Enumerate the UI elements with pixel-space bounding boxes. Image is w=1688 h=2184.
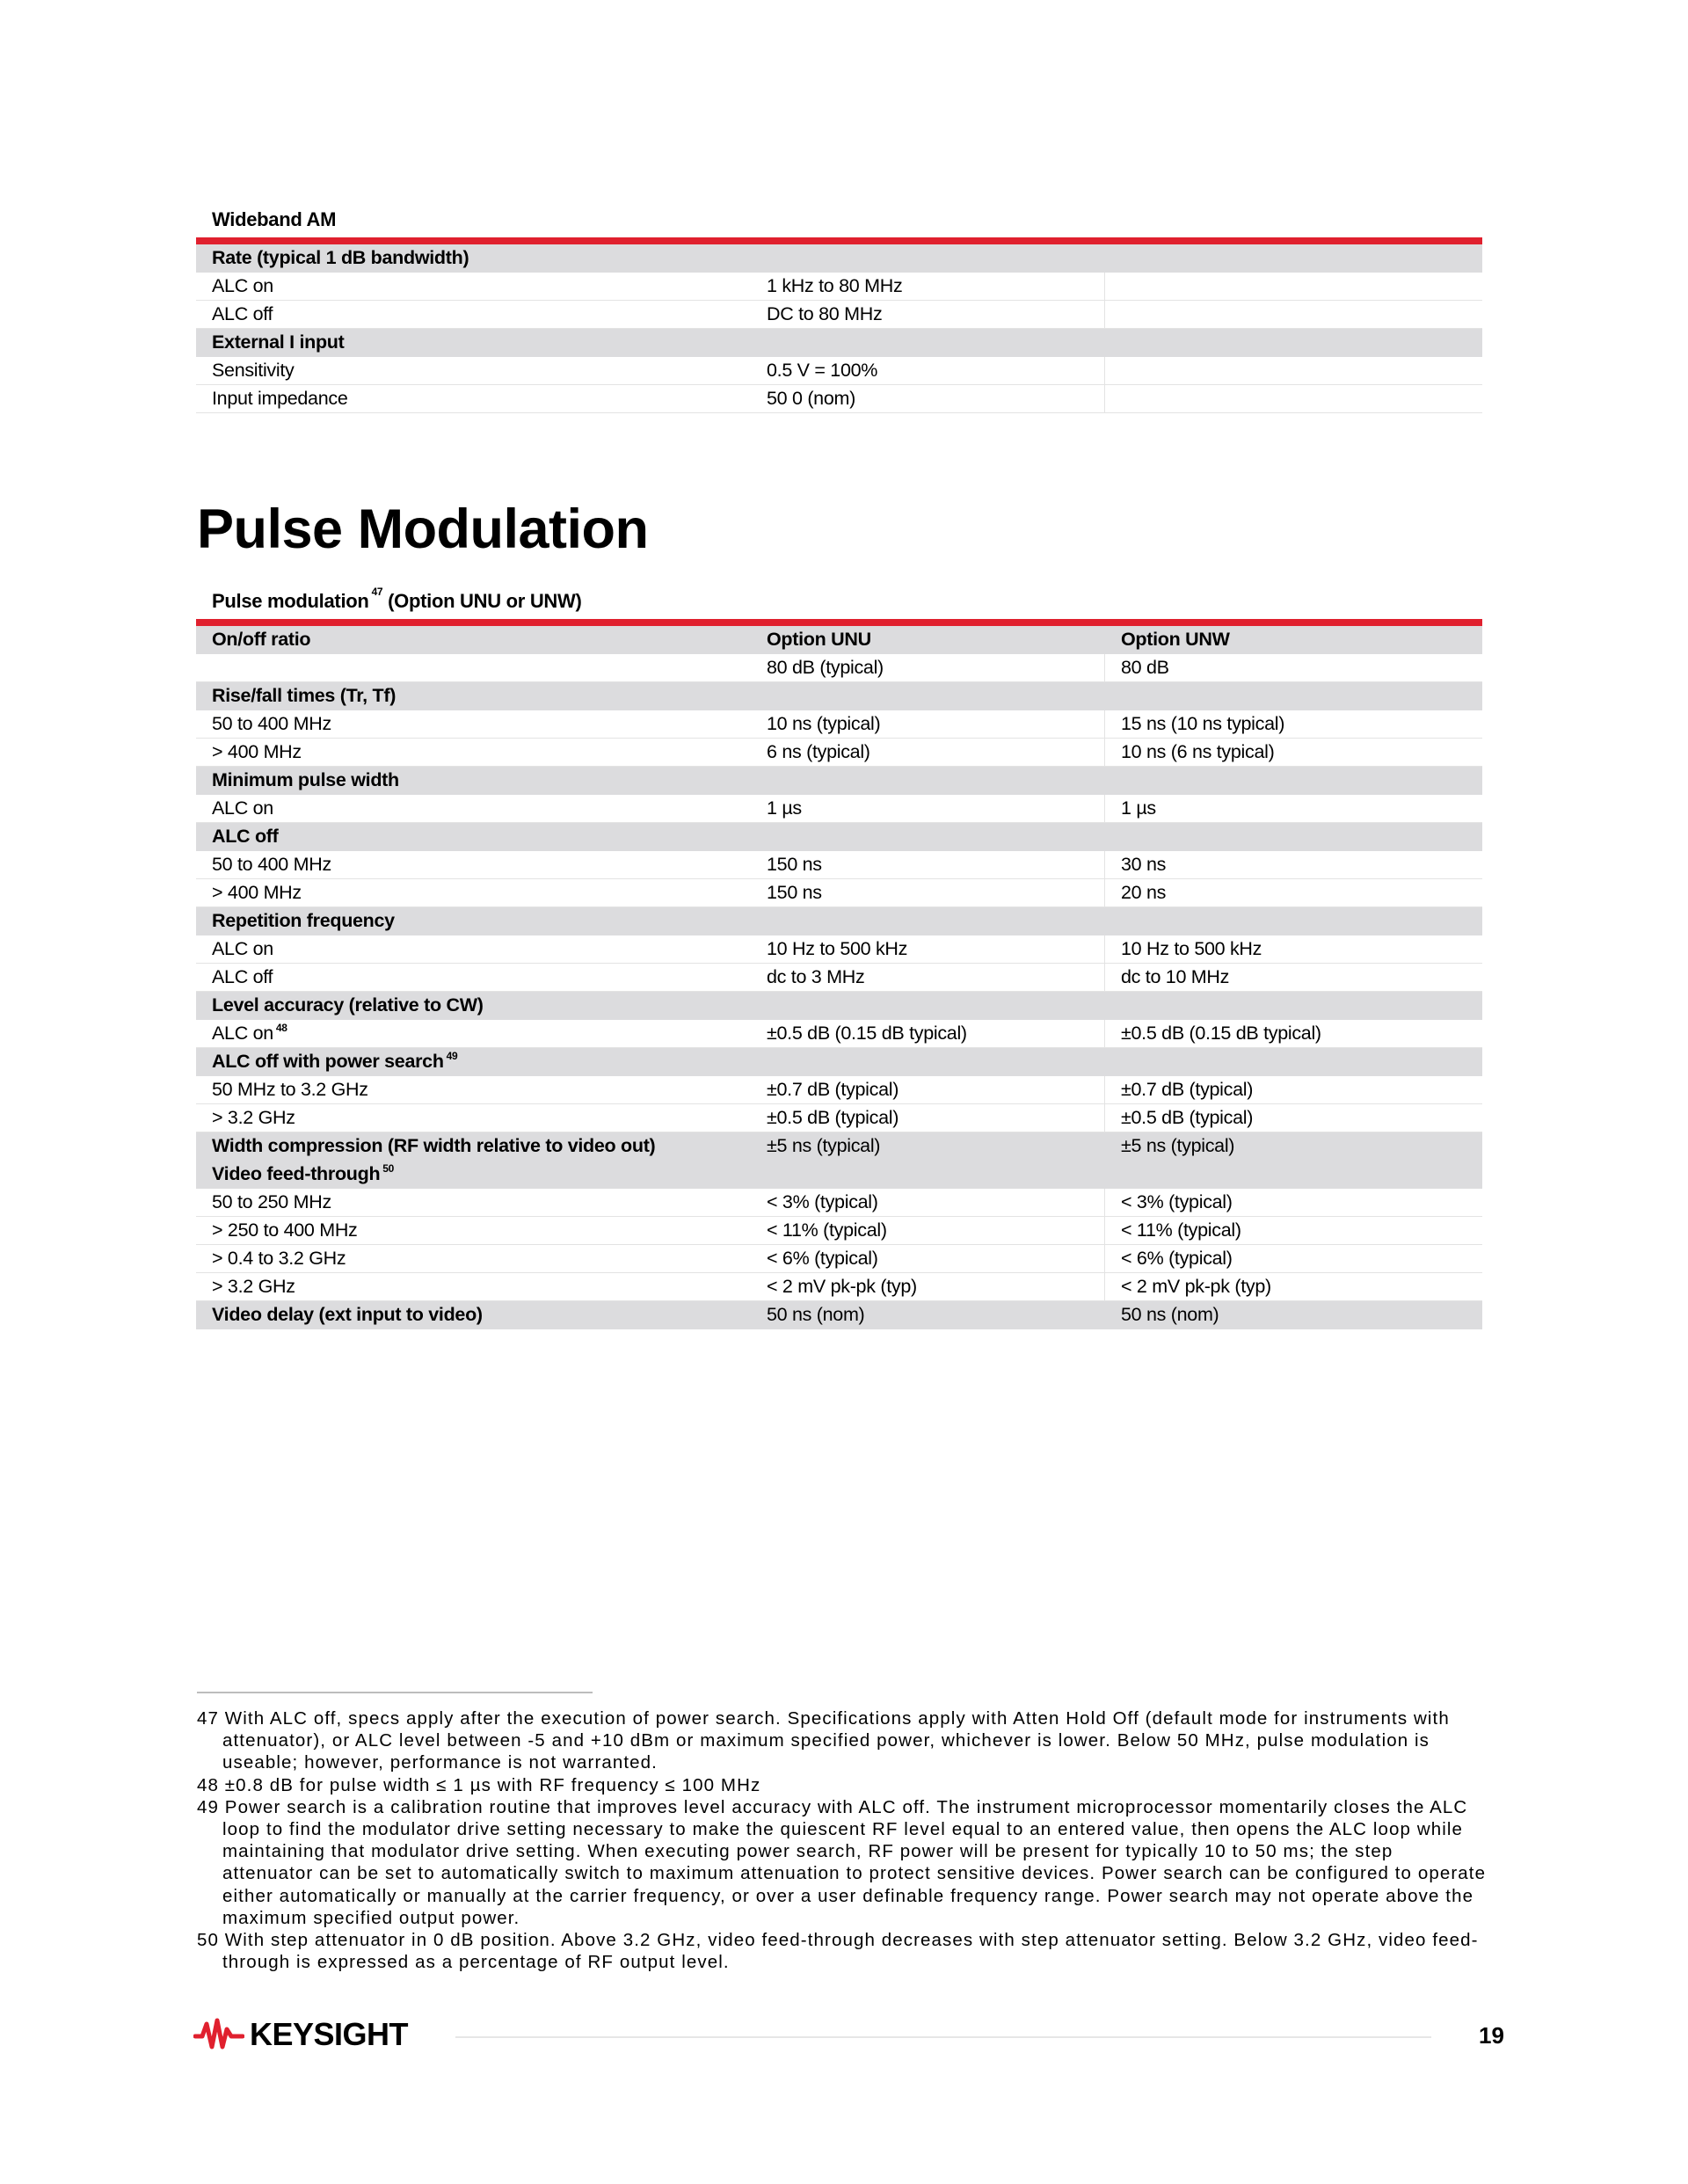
table-cell	[196, 244, 751, 272]
table-cell	[1105, 739, 1482, 766]
table-cell	[196, 1301, 751, 1329]
keysight-logo	[193, 2016, 408, 2053]
table-row	[196, 851, 1482, 879]
cell-text: ALC on	[212, 1023, 273, 1044]
cell-text: > 400 MHz	[212, 741, 302, 762]
table-cell	[1105, 767, 1482, 794]
table-row	[196, 273, 1482, 301]
table-row	[196, 1104, 1482, 1132]
table-section-row	[196, 244, 1482, 273]
table-cell	[1105, 879, 1482, 906]
table-cell	[196, 879, 751, 906]
table-rule	[196, 619, 1482, 626]
table-cell	[196, 1245, 751, 1272]
table-cell	[1105, 1048, 1482, 1075]
table-cell	[1105, 907, 1482, 935]
table-cell	[1105, 385, 1482, 412]
table-cell	[196, 935, 751, 963]
table-cell	[751, 1217, 1105, 1244]
cell-text: Sensitivity	[212, 360, 295, 381]
cell-text: Video delay (ext input to video)	[212, 1304, 483, 1325]
cell-text: < 3% (typical)	[767, 1191, 878, 1212]
cell-text: > 400 MHz	[212, 882, 302, 903]
keysight-wave-icon	[193, 2017, 244, 2052]
table-cell	[751, 1273, 1105, 1300]
cell-text: ALC off	[212, 303, 273, 324]
table-cell	[751, 851, 1105, 878]
table-cell	[196, 1273, 751, 1300]
table-cell	[751, 767, 1105, 794]
footnote-ref[interactable]: 48	[275, 1022, 287, 1034]
table-cell	[751, 1245, 1105, 1272]
cell-text: < 6% (typical)	[1121, 1248, 1233, 1269]
table-cell	[1105, 1273, 1482, 1300]
table-cell	[196, 357, 751, 384]
table-row	[196, 357, 1482, 385]
table-row	[196, 795, 1482, 823]
table-cell	[751, 1076, 1105, 1103]
table-cell	[751, 879, 1105, 906]
cell-text: 6 ns (typical)	[767, 741, 870, 762]
footnotes	[197, 1707, 1489, 1973]
table-cell	[1105, 654, 1482, 681]
table-section-row	[196, 682, 1482, 710]
table-row	[196, 935, 1482, 964]
cell-text: 10 Hz to 500 kHz	[767, 938, 908, 959]
table-cell	[196, 851, 751, 878]
table-cell	[751, 301, 1105, 328]
cell-text: 150 ns	[767, 882, 822, 903]
cell-text: 50 to 250 MHz	[212, 1191, 331, 1212]
table-cell	[751, 1161, 1105, 1188]
cell-text: ±0.7 dB (typical)	[1121, 1079, 1254, 1100]
table-section-row	[196, 907, 1482, 935]
table-cell	[751, 682, 1105, 710]
table-cell	[751, 1048, 1105, 1075]
table-section-row	[196, 1161, 1482, 1189]
table-section-row	[196, 1301, 1482, 1329]
table-row	[196, 1020, 1482, 1048]
table-cell	[1105, 1161, 1482, 1188]
table-cell	[196, 1104, 751, 1132]
table-cell	[196, 1217, 751, 1244]
table-cell	[196, 907, 751, 935]
table-cell	[751, 907, 1105, 935]
cell-text: Width compression (RF width relative to video out)	[212, 1135, 656, 1156]
cell-text: Input impedance	[212, 388, 348, 409]
table-cell	[751, 654, 1105, 681]
cell-text: 1 µs	[1121, 797, 1156, 819]
wideband-am-table	[196, 202, 1482, 413]
table-cell	[196, 1076, 751, 1103]
table-cell	[1105, 964, 1482, 991]
footnote-ref[interactable]: 50	[382, 1162, 395, 1175]
cell-text: < 11% (typical)	[767, 1219, 887, 1241]
table-cell	[196, 1048, 751, 1075]
table-cell	[196, 301, 751, 328]
table-cell	[196, 626, 751, 653]
table-title-text: Pulse modulation	[212, 590, 369, 612]
table-cell	[196, 710, 751, 738]
footnote-item: 49 Power search is a calibration routine that improves level accuracy with ALC off. The instrument microprocessor momentarily closes the ALC loop to find the modulator drive setting necessary to make the quiescent RF level equal to an entered value, then opens the ALC loop while maintaining that modulator drive setting. When executing power search, RF power will be present for typically 10 to 50 ms; the step attenuator can be set to automatically switch to maximum attenuation to protect sensitive devices. Power search can be configured to operate either automatically or manually at the carrier frequency, or over a user definable frequency range. Power search may not operate above the maximum specified output power.	[197, 1796, 1487, 1928]
cell-text: Level accuracy (relative to CW)	[212, 994, 484, 1016]
cell-text: External I input	[212, 331, 345, 353]
cell-text: 15 ns (10 ns typical)	[1121, 713, 1285, 734]
cell-text: > 0.4 to 3.2 GHz	[212, 1248, 346, 1269]
table-cell	[196, 1132, 751, 1160]
table-cell	[751, 1301, 1105, 1329]
table-cell	[196, 823, 751, 850]
page-number: 19	[1479, 2022, 1504, 2049]
cell-text: > 250 to 400 MHz	[212, 1219, 358, 1241]
cell-text: 20 ns	[1121, 882, 1167, 903]
table-cell	[1105, 1132, 1482, 1160]
cell-text: ±0.5 dB (0.15 dB typical)	[767, 1023, 967, 1044]
cell-text: ALC on	[212, 938, 273, 959]
cell-text: 30 ns	[1121, 854, 1167, 875]
table-cell	[1105, 682, 1482, 710]
cell-text: On/off ratio	[212, 629, 311, 650]
table-row	[196, 710, 1482, 739]
table-rule	[196, 237, 1482, 244]
table-section-row	[196, 823, 1482, 851]
table-cell	[751, 964, 1105, 991]
table-cell	[1105, 1245, 1482, 1272]
table-cell	[196, 1189, 751, 1216]
cell-text: Repetition frequency	[212, 910, 395, 931]
table-cell	[751, 1104, 1105, 1132]
table-cell	[196, 1020, 751, 1047]
cell-text: 80 dB (typical)	[767, 657, 884, 678]
cell-text: 0.5 V = 100%	[767, 360, 878, 381]
cell-text: ±5 ns (typical)	[767, 1135, 881, 1156]
table-cell	[196, 654, 751, 681]
table-cell	[1105, 795, 1482, 822]
table-cell	[751, 1020, 1105, 1047]
table-cell	[1105, 823, 1482, 850]
table-cell	[196, 992, 751, 1019]
table-cell	[751, 626, 1105, 653]
table-cell	[1105, 626, 1482, 653]
table-cell	[1105, 1104, 1482, 1132]
table-cell	[751, 1189, 1105, 1216]
cell-text: DC to 80 MHz	[767, 303, 883, 324]
table-cell	[196, 1161, 751, 1188]
cell-text: 50 to 400 MHz	[212, 854, 331, 875]
table-title	[196, 584, 1482, 619]
table-cell	[1105, 329, 1482, 356]
table-section-row	[196, 329, 1482, 357]
table-row	[196, 739, 1482, 767]
cell-text: < 11% (typical)	[1121, 1219, 1241, 1241]
table-section-row	[196, 1048, 1482, 1076]
table-cell	[751, 739, 1105, 766]
table-cell	[1105, 273, 1482, 300]
table-cell	[751, 823, 1105, 850]
table-cell	[751, 385, 1105, 412]
table-cell	[196, 767, 751, 794]
cell-text: 1 µs	[767, 797, 802, 819]
cell-text: 10 ns (typical)	[767, 713, 881, 734]
table-cell	[196, 739, 751, 766]
cell-text: Rise/fall times (Tr, Tf)	[212, 685, 397, 706]
cell-text: Video feed-through	[212, 1163, 381, 1184]
cell-text: 150 ns	[767, 854, 822, 875]
cell-text: < 6% (typical)	[767, 1248, 878, 1269]
cell-text: > 3.2 GHz	[212, 1107, 295, 1128]
cell-text: < 2 mV pk-pk (typ)	[767, 1276, 917, 1297]
table-body	[196, 626, 1482, 1329]
table-row	[196, 1273, 1482, 1301]
cell-text: ALC off with power search	[212, 1051, 444, 1072]
table-body	[196, 244, 1482, 413]
table-cell	[1105, 301, 1482, 328]
table-cell	[1105, 1076, 1482, 1103]
table-row	[196, 879, 1482, 907]
table-cell	[196, 964, 751, 991]
pulse-modulation-table	[196, 584, 1482, 1329]
cell-text: 10 ns (6 ns typical)	[1121, 741, 1275, 762]
table-cell	[751, 329, 1105, 356]
footer-divider	[455, 2036, 1431, 2038]
table-cell	[1105, 1217, 1482, 1244]
table-cell	[196, 385, 751, 412]
table-row	[196, 1217, 1482, 1245]
cell-text: ±0.7 dB (typical)	[767, 1079, 899, 1100]
cell-text: ±0.5 dB (typical)	[1121, 1107, 1254, 1128]
table-cell	[751, 1132, 1105, 1160]
cell-text: ALC off	[212, 966, 273, 987]
cell-text: 50 MHz to 3.2 GHz	[212, 1079, 368, 1100]
table-cell	[1105, 935, 1482, 963]
cell-text: 80 dB	[1121, 657, 1169, 678]
table-cell	[751, 357, 1105, 384]
table-cell	[196, 682, 751, 710]
table-cell	[1105, 1020, 1482, 1047]
table-row	[196, 1076, 1482, 1104]
cell-text: ALC on	[212, 275, 273, 296]
cell-text: 50 ns (nom)	[1121, 1304, 1219, 1325]
table-cell	[751, 244, 1105, 272]
brand-name: KEYSIGHT	[250, 2016, 409, 2052]
cell-text: dc to 10 MHz	[1121, 966, 1230, 987]
footnote-item: 48 ±0.8 dB for pulse width ≤ 1 µs with RF frequency ≤ 100 MHz	[197, 1774, 761, 1795]
cell-text: > 3.2 GHz	[212, 1276, 295, 1297]
cell-text: ±0.5 dB (0.15 dB typical)	[1121, 1023, 1321, 1044]
table-cell	[1105, 357, 1482, 384]
table-cell	[751, 935, 1105, 963]
table-cell	[196, 273, 751, 300]
footnote-ref[interactable]: 49	[446, 1050, 458, 1062]
cell-text: ±0.5 dB (typical)	[767, 1107, 899, 1128]
table-cell	[1105, 1301, 1482, 1329]
table-row	[196, 1245, 1482, 1273]
table-cell	[1105, 244, 1482, 272]
table-cell	[751, 795, 1105, 822]
cell-text: ±5 ns (typical)	[1121, 1135, 1235, 1156]
footnote-item: 50 With step attenuator in 0 dB position. Above 3.2 GHz, video feed-through decreases with step attenuator setting. Below 3.2 GHz, video feed-through is expressed as a percentage of RF output level.	[197, 1930, 1479, 1973]
table-cell	[1105, 992, 1482, 1019]
cell-text: Option UNW	[1121, 629, 1230, 650]
table-title-suffix: (Option UNU or UNW)	[388, 590, 582, 612]
cell-text: 1 kHz to 80 MHz	[767, 275, 903, 296]
table-section-row	[196, 767, 1482, 795]
cell-text: dc to 3 MHz	[767, 966, 865, 987]
footnote-item: 47 With ALC off, specs apply after the execution of power search. Specifications apply with Atten Hold Off (default mode for instruments with attenuator), or ALC level between -5 and +10 dBm or maximum specified power, whichever is lower. Below 50 MHz, pulse modulation is useable; however, performance is not warranted.	[197, 1708, 1450, 1773]
table-cell	[1105, 851, 1482, 878]
table-row	[196, 654, 1482, 682]
table-row	[196, 964, 1482, 992]
table-section-row	[196, 992, 1482, 1020]
table-title: Wideband AM	[212, 208, 337, 230]
table-row	[196, 301, 1482, 329]
footnote-ref[interactable]: 47	[371, 586, 383, 598]
footnote-divider	[197, 1692, 593, 1693]
table-cell	[196, 795, 751, 822]
table-cell	[1105, 1189, 1482, 1216]
cell-text: < 3% (typical)	[1121, 1191, 1233, 1212]
table-section-row	[196, 1132, 1482, 1161]
table-row	[196, 1189, 1482, 1217]
table-section-row	[196, 626, 1482, 654]
table-cell	[1105, 710, 1482, 738]
cell-text: 50 to 400 MHz	[212, 713, 331, 734]
cell-text: Rate (typical 1 dB bandwidth)	[212, 247, 469, 268]
cell-text: Minimum pulse width	[212, 769, 399, 790]
cell-text: ALC off	[212, 826, 279, 847]
cell-text: < 2 mV pk-pk (typ)	[1121, 1276, 1271, 1297]
cell-text: 50 ns (nom)	[767, 1304, 865, 1325]
cell-text: ALC on	[212, 797, 273, 819]
cell-text: 50 0 (nom)	[767, 388, 855, 409]
page-title: Pulse Modulation	[197, 499, 649, 560]
table-cell	[751, 273, 1105, 300]
table-row	[196, 385, 1482, 413]
cell-text: 10 Hz to 500 kHz	[1121, 938, 1262, 959]
table-cell	[751, 710, 1105, 738]
table-cell	[196, 329, 751, 356]
table-cell	[751, 992, 1105, 1019]
cell-text: Option UNU	[767, 629, 871, 650]
